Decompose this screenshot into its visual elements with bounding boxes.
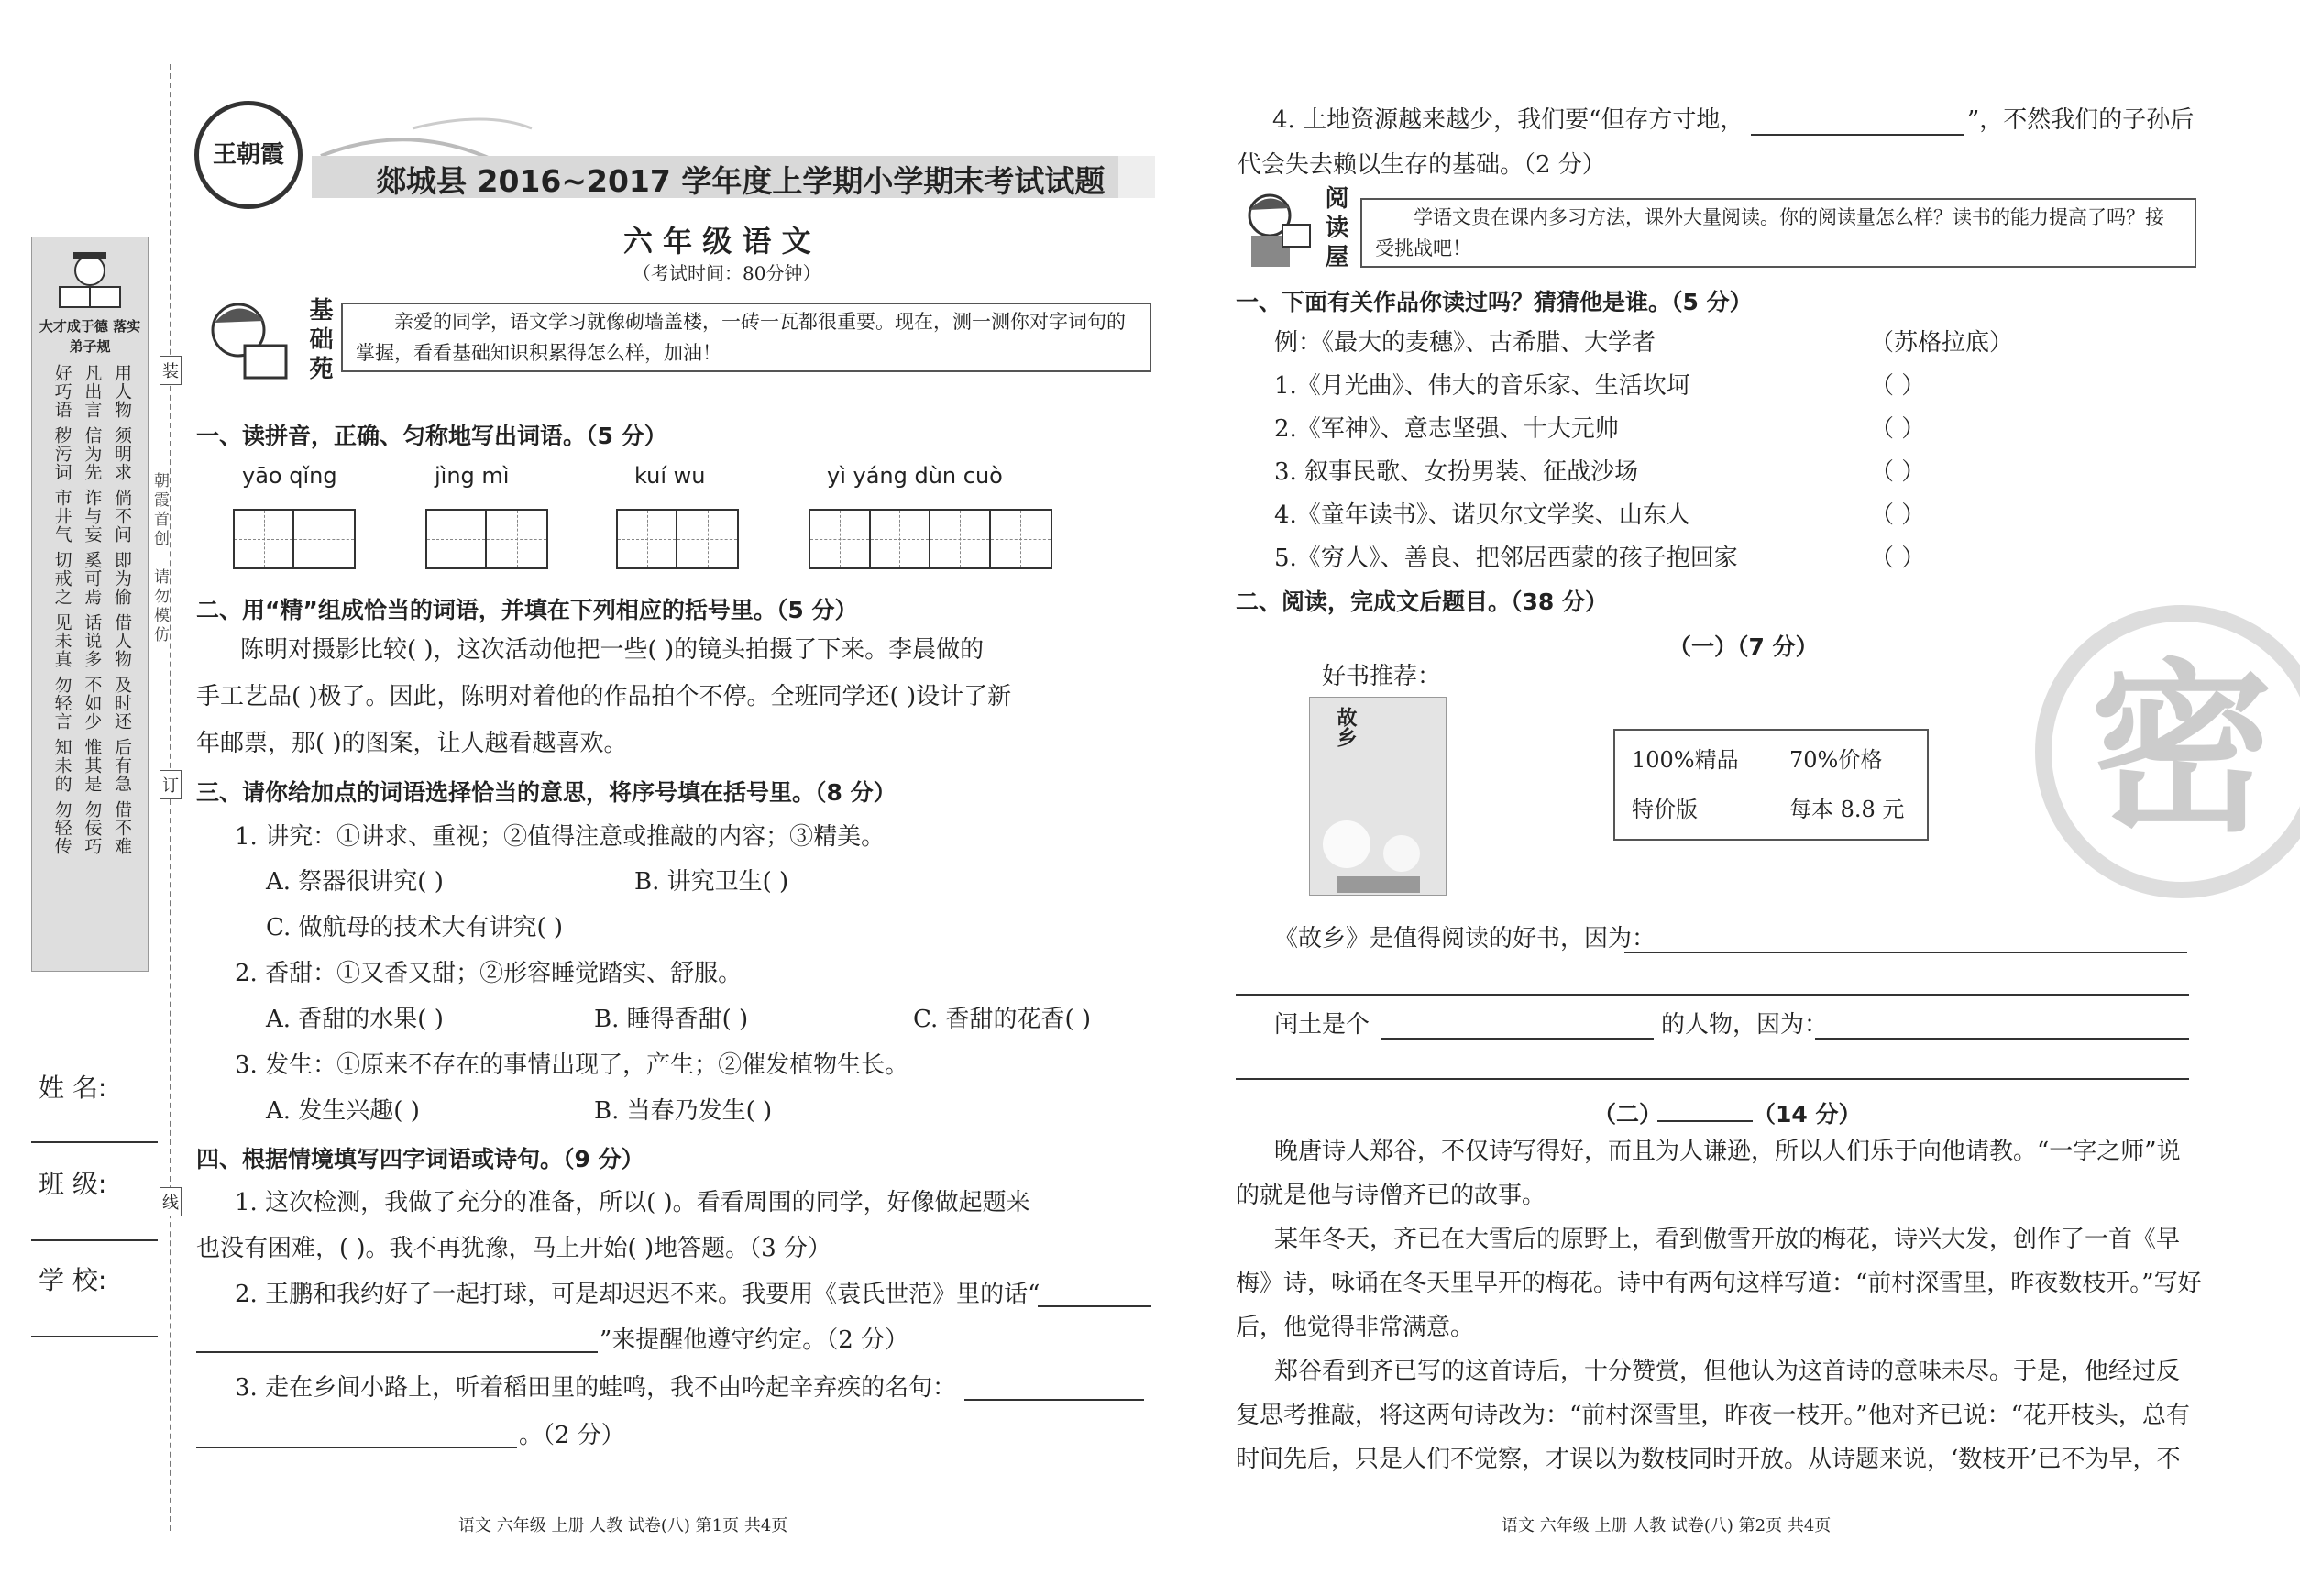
basic-intro-box	[341, 303, 1151, 372]
r2-part2-b: （14 分）	[1753, 1101, 1862, 1128]
footer-left: 语文 六年级 上册 人教 试卷(八) 第1页 共4页	[458, 1516, 788, 1535]
r1-blank[interactable]: （ ）	[1870, 501, 1926, 529]
book-figure-icon	[1310, 789, 1446, 896]
price-3: 特价版	[1632, 797, 1698, 822]
q4-4: 4. 土地资源越来越少，我们要“但存方寸地，	[1272, 106, 1744, 134]
sidebar-col: 及时还	[112, 676, 132, 731]
sidebar-col: 好巧语	[51, 364, 72, 419]
pinyin-2: jìng mì	[435, 463, 510, 489]
price-1: 100%精品	[1632, 747, 1739, 773]
sidebar-col: 勿佞巧	[82, 800, 103, 855]
q1-title: 一、读拼音，正确、匀称地写出词语。（5 分）	[196, 423, 667, 449]
r1-blank[interactable]: （ ）	[1870, 372, 1926, 400]
sidebar-columns	[32, 357, 148, 863]
sidebar-col: 倘不问	[112, 489, 132, 544]
name-label: 姓 名:	[39, 1073, 107, 1103]
secret-stamp	[2035, 605, 2300, 898]
sidebar-col: 奚可焉	[82, 551, 103, 606]
seal-mark-1: 装	[160, 356, 182, 385]
q4-1b: 也没有困难，( )。我不再犹豫，马上开始( )地答题。（3 分）	[196, 1235, 831, 1262]
sidebar-col: 切戒之	[51, 551, 72, 606]
r1-blank[interactable]: （ ）	[1870, 415, 1926, 443]
r2-p3b: 复思考推敲，将这两句诗改为：“前村深雪里，昨夜一枝开。”他对齐已说：“花开枝头，总有	[1236, 1402, 2190, 1429]
student-reading-icon	[194, 295, 295, 387]
margin-note-1: 朝霞首创	[150, 472, 169, 549]
r1-example-answer: （苏格拉底）	[1870, 329, 2014, 357]
reading-intro-box	[1360, 198, 2196, 268]
r1-item: 2.《军神》、意志坚强、十大元帅	[1274, 415, 1619, 443]
subject-title: 六 年 级 语 文	[623, 224, 811, 259]
r2-qb-blank-3[interactable]	[1236, 1078, 2189, 1080]
r2-qa-blank[interactable]	[1624, 952, 2187, 953]
r2-p2c: 后，他觉得非常满意。	[1236, 1314, 1475, 1341]
sidebar-col: 见未真	[51, 613, 72, 668]
r2-p2: 某年冬天，齐已在大雪后的原野上，看到傲雪开放的梅花，诗兴大发，创作了一首《早	[1274, 1226, 2181, 1253]
r2-qb-blank-2[interactable]	[1815, 1038, 2189, 1040]
q4-3: 3. 走在乡间小路上，听着稻田里的蛙鸣，我不由吟起辛弃疾的名句：	[235, 1374, 957, 1402]
r1-example: 例：《最大的麦穗》、古希腊、大学者	[1274, 329, 1656, 357]
recommend-label: 好书推荐：	[1322, 663, 1442, 690]
class-label: 班 级:	[39, 1169, 107, 1199]
q4-1: 1. 这次检测，我做了充分的准备，所以( )。看看周围的同学，好像做起题来	[235, 1189, 1030, 1216]
q2-line: 年邮票，那( )的图案，让人越看越喜欢。	[196, 730, 628, 757]
r1-item: 1.《月光曲》、伟大的音乐家、生活坎坷	[1274, 372, 1690, 400]
q3-2a: A. 香甜的水果( )	[266, 1006, 444, 1033]
basic-intro-text: 亲爱的同学，语文学习就像砌墙盖楼，一砖一瓦都很重要。现在，测一测你对字词句的掌握，看看基础知识积累得怎么样，加油！	[356, 311, 1126, 364]
q4-2-blank-b[interactable]	[196, 1351, 598, 1353]
scholar-icon	[32, 243, 148, 316]
q3-3b: B. 当春乃发生( )	[594, 1097, 773, 1125]
price-2: 70%价格	[1789, 747, 1883, 773]
book-cover-title: 故乡	[1334, 707, 1358, 747]
q3-item-2: 2. 香甜：①又香又甜；②形容睡觉踏实、舒服。	[235, 960, 743, 987]
r1-item: 3. 叙事民歌、女扮男装、征战沙场	[1274, 458, 1639, 486]
r1-blank[interactable]: （ ）	[1870, 458, 1926, 486]
sidebar-col: 不如少	[82, 676, 103, 731]
q3-1b: B. 讲究卫生( )	[634, 868, 789, 896]
q3-2b: B. 睡得香甜( )	[594, 1006, 749, 1033]
sidebar-col: 惟其是	[82, 738, 103, 793]
pinyin-3: kuí wu	[634, 463, 706, 489]
pinyin-1: yāo qǐng	[242, 463, 337, 489]
q2-title: 二、用“精”组成恰当的词语，并填在下列相应的括号里。（5 分）	[196, 597, 858, 623]
r2-qb2: 的人物，因为：	[1661, 1011, 1829, 1039]
q4-2b: ”来提醒他遵守约定。（2 分）	[600, 1326, 909, 1354]
r2-p2b: 梅》诗，咏诵在冬天里早开的梅花。诗中有两句这样写道：“前村深雪里，昨夜数枝开。”写好	[1236, 1270, 2202, 1297]
q2-line: 陈明对摄影比较( )，这次活动他把一些( )的镜头拍摄了下来。李晨做的	[240, 636, 985, 664]
exam-title: 郯城县 2016~2017 学年度上学期小学期末考试试题	[376, 163, 1106, 199]
r2-qb1: 闰土是个	[1274, 1011, 1370, 1039]
sidebar-col: 信为先	[82, 426, 103, 481]
seal-mark-3: 线	[160, 1187, 182, 1216]
r2-qa: 《故乡》是值得阅读的好书，因为：	[1274, 925, 1656, 952]
q4-2: 2. 王鹏和我约好了一起打球，可是却迟迟不来。我要用《袁氏世范》里的话“	[235, 1281, 1040, 1308]
q4-3-blank-b[interactable]	[196, 1447, 517, 1448]
q4-2-blank[interactable]	[1038, 1305, 1151, 1307]
sidebar-col: 市井气	[51, 489, 72, 544]
r1-item: 5.《穷人》、善良、把邻居西蒙的孩子抱回家	[1274, 545, 1738, 572]
secret-stamp-text: 密	[2089, 642, 2273, 857]
reading-intro-text: 学语文贵在课内多习方法，课外大量阅读。你的阅读量怎么样？读书的能力提高了吗？接受挑战吧！	[1375, 206, 2164, 259]
r2-p3c: 时间先后，只是人们不觉察，才误以为数枝同时开放。从诗题来说，‘数枝开’已不为早，不	[1236, 1446, 2181, 1473]
q4-3-blank[interactable]	[964, 1399, 1144, 1401]
sidebar-col: 秽污词	[51, 426, 72, 481]
logo-seal	[194, 101, 303, 209]
sidebar-col: 后有急	[112, 738, 132, 793]
basic-section-label: 基础苑	[305, 297, 333, 385]
q3-1c: C. 做航母的技术大有讲究( )	[266, 914, 564, 941]
footer-right: 语文 六年级 上册 人教 试卷(八) 第2页 共4页	[1502, 1516, 1832, 1535]
r2-part2-a: （二）	[1593, 1101, 1663, 1128]
sidebar-col: 用人物	[112, 364, 132, 419]
boy-reading-icon	[1233, 188, 1317, 270]
q4-4-blank[interactable]	[1751, 134, 1964, 136]
r2-part1: （一）（7 分）	[1668, 633, 1819, 660]
name-field[interactable]	[31, 1141, 158, 1143]
write-grid-2[interactable]	[425, 509, 548, 569]
r2-part2-blank[interactable]	[1657, 1120, 1753, 1122]
r2-qa-blank-2[interactable]	[1236, 994, 2189, 996]
class-field[interactable]	[31, 1239, 158, 1241]
r1-blank[interactable]: （ ）	[1870, 545, 1926, 572]
sidebar-col: 诈与妄	[82, 489, 103, 544]
write-grid-3[interactable]	[616, 509, 739, 569]
r2-qb-blank-1[interactable]	[1381, 1038, 1654, 1040]
r2-p1b: 的就是他与诗僧齐已的故事。	[1236, 1182, 1546, 1209]
sidebar-motto	[31, 237, 149, 972]
school-label: 学 校:	[39, 1265, 107, 1295]
reading-section-label: 阅读屋	[1321, 185, 1348, 273]
sidebar-col: 凡出言	[82, 364, 103, 419]
book-cover	[1309, 697, 1447, 896]
margin-note-2: 请勿模仿	[150, 568, 169, 645]
q3-title: 三、请你给加点的词语选择恰当的意思，将序号填在括号里。（8 分）	[196, 779, 897, 806]
school-field[interactable]	[31, 1336, 158, 1337]
q4-title: 四、根据情境填写四字词语或诗句。（9 分）	[196, 1146, 644, 1172]
r2-title: 二、阅读，完成文后题目。（38 分）	[1236, 589, 1608, 615]
r2-p1: 晚唐诗人郑谷，不仅诗写得好，而且为人谦逊，所以人们乐于向他请教。“一字之师”说	[1274, 1138, 2181, 1165]
sidebar-col: 知未的	[51, 738, 72, 793]
r2-p3: 郑谷看到齐已写的这首诗后，十分赞赏，但他认为这首诗的意味未尽。于是，他经过反	[1274, 1358, 2181, 1385]
sidebar-col: 借人物	[112, 613, 132, 668]
exam-time: （考试时间：80分钟）	[633, 262, 821, 284]
write-grid-1[interactable]	[233, 509, 356, 569]
sidebar-col: 即为偷	[112, 551, 132, 606]
price-box	[1613, 729, 1929, 841]
seal-mark-2: 订	[160, 770, 182, 799]
sidebar-col: 须明求	[112, 426, 132, 481]
q4-3b: 。（2 分）	[519, 1422, 625, 1449]
q3-3a: A. 发生兴趣( )	[266, 1097, 420, 1125]
q3-item-3: 3. 发生：①原来不存在的事情出现了，产生；②催发植物生长。	[235, 1051, 909, 1079]
q3-2c: C. 香甜的花香( )	[913, 1006, 1092, 1033]
q4-4b: ”，不然我们的子孙后	[1967, 106, 2195, 134]
sidebar-col: 勿轻言	[51, 676, 72, 731]
pinyin-4: yì yáng dùn cuò	[827, 463, 1003, 489]
sidebar-col: 借不难	[112, 800, 132, 855]
q2-line: 手工艺品( )极了。因此，陈明对着他的作品拍个不停。全班同学还( )设计了新	[196, 683, 1012, 710]
q3-1a: A. 祭器很讲究( )	[266, 868, 444, 896]
logo-text: 王朝霞	[212, 141, 284, 169]
sidebar-motto-text: 大才成于德 落实弟子规	[39, 318, 141, 355]
r1-title: 一、下面有关作品你读过吗？猜猜他是谁。（5 分）	[1236, 289, 1753, 315]
write-grid-4[interactable]	[809, 509, 1052, 569]
sidebar-col: 话说多	[82, 613, 103, 668]
q4-4c: 代会失去赖以生存的基础。（2 分）	[1238, 151, 1606, 179]
sidebar-col: 勿轻传	[51, 800, 72, 855]
price-4: 每本 8.8 元	[1789, 797, 1905, 822]
r1-item: 4.《童年读书》、诺贝尔文学奖、山东人	[1274, 501, 1690, 529]
q3-item-1: 1. 讲究：①讲求、重视；②值得注意或推敲的内容；③精美。	[235, 823, 886, 851]
